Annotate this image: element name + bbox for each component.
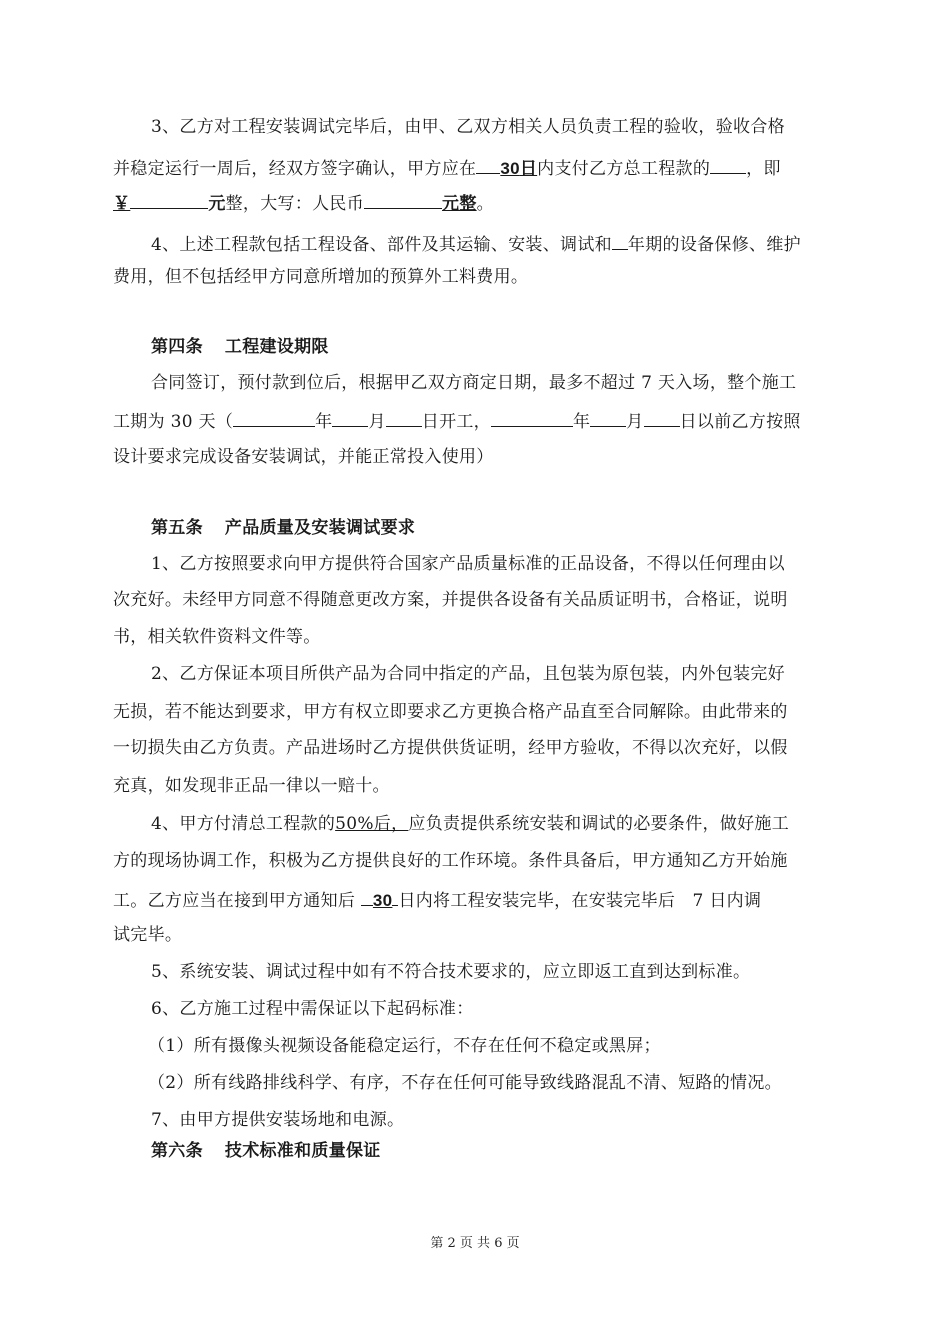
paragraph-line: （2）所有线路排线科学、有序，不存在任何可能导致线路混乱不清、短路的情况。 — [148, 1073, 782, 1093]
blank-field — [476, 155, 500, 174]
blank-field — [332, 408, 368, 427]
paragraph-line — [151, 813, 876, 835]
days-value: 30 — [372, 891, 393, 910]
heading-title: 工程建设期限 — [224, 337, 329, 357]
text: 月 — [626, 412, 644, 432]
blank-field — [612, 231, 628, 250]
text: 年 — [315, 412, 333, 432]
heading-title: 技术标准和质量保证 — [224, 1141, 381, 1161]
paragraph-line: 方的现场协调工作，积极为乙方提供良好的工作环境。条件具备后，甲方通知乙方开始施 — [113, 851, 788, 871]
paragraph-line: 试完毕。 — [113, 925, 183, 945]
blank-field — [233, 408, 315, 427]
text: 应负责提供系统安装和调试的必要条件，做好施工 — [408, 814, 790, 834]
heading-number: 第四条 — [151, 337, 203, 357]
section-heading — [151, 517, 876, 539]
paragraph-line: 充真，如发现非正品一律以一赔十。 — [113, 776, 390, 796]
section-heading — [151, 1140, 876, 1162]
text: 。 — [476, 194, 494, 214]
blank-field — [386, 408, 422, 427]
text: ，即 — [746, 159, 781, 179]
paragraph-line: 设计要求完成设备安装调试，并能正常投入使用） — [113, 447, 494, 467]
paragraph-line: 7、由甲方提供安装场地和电源。 — [151, 1110, 405, 1130]
text: 日 — [519, 159, 538, 179]
heading-number: 第五条 — [151, 518, 203, 538]
paragraph-line — [113, 155, 838, 180]
text: 日开工， — [421, 412, 491, 432]
blank-field — [491, 408, 573, 427]
blank-field — [364, 190, 442, 209]
heading-number: 第六条 — [151, 1141, 203, 1161]
paragraph-line: （1）所有摄像头视频设备能稳定运行，不存在任何不稳定或黑屏； — [148, 1036, 661, 1056]
text: 并稳定运行一周后，经双方签字确认，甲方应在 — [113, 159, 477, 179]
heading-title: 产品质量及安装调试要求 — [224, 518, 416, 538]
text: 4、上述工程款包括工程设备、部件及其运输、安装、调试和 — [151, 235, 612, 255]
text: 内支付乙方总工程款的 — [537, 159, 711, 179]
percent-value: 50%后， — [335, 814, 409, 834]
paragraph-line — [113, 190, 838, 215]
paragraph-line: 书，相关软件资料文件等。 — [113, 627, 321, 647]
text: 元整 — [442, 194, 477, 214]
paragraph-line: 费用，但不包括经甲方同意所增加的预算外工料费用。 — [113, 267, 529, 287]
text: 整，大写：人民币 — [225, 194, 365, 214]
paragraph-line: 次充好。未经甲方同意不得随意更改方案，并提供各设备有关品质证明书，合格证，说明 — [113, 590, 788, 610]
paragraph-line: 1、乙方按照要求向甲方提供符合国家产品质量标准的正品设备，不得以任何理由以 — [151, 554, 785, 574]
text: 日以前乙方按照 — [679, 412, 801, 432]
paragraph-line: 3、乙方对工程安装调试完毕后，由甲、乙双方相关人员负责工程的验收，验收合格 — [151, 117, 785, 137]
section-heading — [151, 336, 876, 358]
paragraph-line: 一切损失由乙方负责。产品进场时乙方提供供货证明，经甲方验收，不得以次充好，以假 — [113, 738, 788, 758]
text: 日内将工程安装完毕，在安装完毕后 7 日内调 — [398, 891, 762, 911]
text: 年期的设备保修、维护 — [627, 235, 801, 255]
paragraph-line: 5、系统安装、调试过程中如有不符合技术要求的，应立即返工直到达到标准。 — [151, 962, 751, 982]
yen-symbol: ￥ — [113, 194, 131, 214]
blank-field — [710, 155, 746, 174]
blank-field — [644, 408, 680, 427]
text: 工期为 30 天（ — [113, 412, 234, 432]
page-number-footer: 第 2 页 共 6 页 — [430, 1236, 520, 1251]
paragraph-line: 无损，若不能达到要求，甲方有权立即要求乙方更换合格产品直至合同解除。由此带来的 — [113, 702, 788, 722]
paragraph-line — [151, 231, 876, 256]
text: 年 — [572, 412, 591, 432]
paragraph-line: 6、乙方施工过程中需保证以下起码标准： — [151, 999, 474, 1019]
blank-field — [590, 408, 626, 427]
text: 4、甲方付清总工程款的 — [151, 814, 336, 834]
paragraph-line: 合同签订，预付款到位后，根据甲乙双方商定日期，最多不超过 7 天入场，整个施工 — [151, 373, 797, 393]
paragraph-line — [113, 408, 838, 433]
text: 工。乙方应当在接到甲方通知后 — [113, 891, 356, 911]
blank-field — [361, 887, 373, 906]
text: 月 — [368, 412, 386, 432]
text: 元 — [208, 194, 226, 214]
blank-field — [130, 190, 208, 209]
days-value: 30 — [500, 159, 520, 178]
paragraph-line: 2、乙方保证本项目所供产品为合同中指定的产品，且包装为原包装，内外包装完好 — [151, 664, 785, 684]
paragraph-line — [113, 887, 838, 912]
